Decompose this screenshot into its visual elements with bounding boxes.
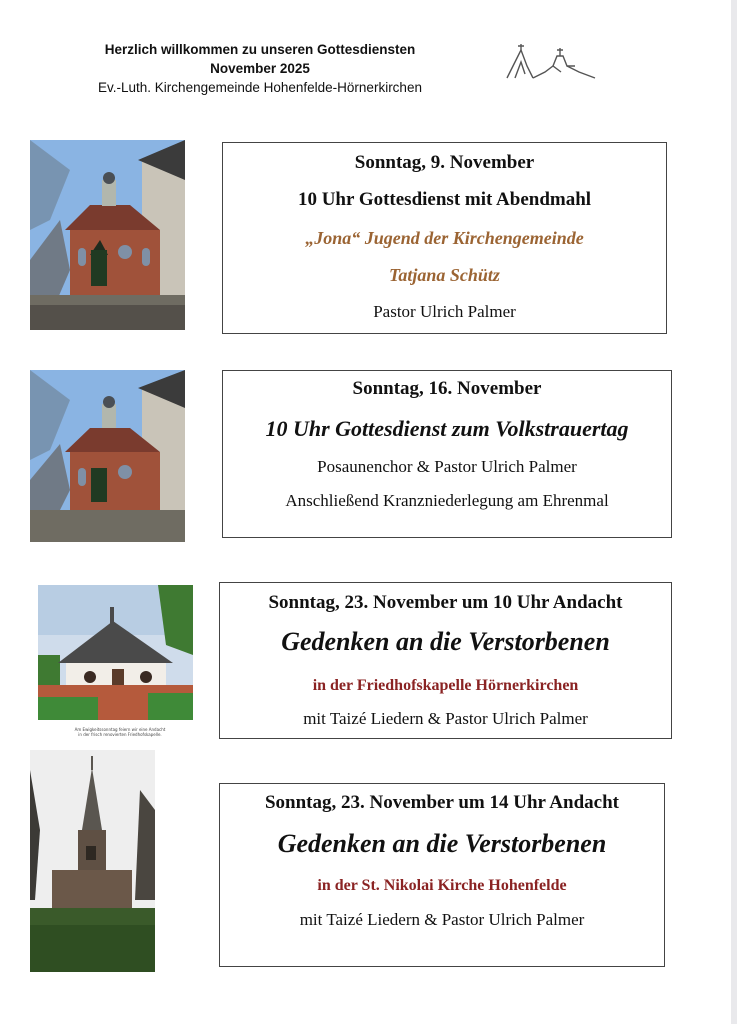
header bbox=[40, 40, 480, 98]
page-edge bbox=[731, 0, 737, 1024]
chapel-photo-caption bbox=[40, 727, 200, 737]
music-pastor-line: Posaunenchor & Pastor Ulrich Palmer bbox=[317, 457, 577, 476]
location-line: in der Friedhofskapelle Hörnerkirchen bbox=[312, 677, 579, 694]
church-photo-1 bbox=[30, 140, 185, 330]
service-date: Sonntag, 23. November um 10 Uhr Andacht bbox=[268, 592, 623, 613]
wreath-laying-line: Anschließend Kranzniederlegung am Ehrenmal bbox=[285, 491, 609, 510]
service-title: Gedenken an die Verstorbenen bbox=[281, 627, 610, 656]
leader-name: Tatjana Schütz bbox=[389, 265, 500, 285]
caption-line-1: Am Ewigkeitssonntag feiern wir eine Andacht bbox=[74, 727, 166, 732]
service-title: 10 Uhr Gottesdienst zum Volkstrauertag bbox=[265, 416, 629, 441]
location-line: in der St. Nikolai Kirche Hohenfelde bbox=[317, 877, 567, 894]
welcome-heading: Herzlich willkommen zu unseren Gottesdiensten bbox=[104, 42, 416, 57]
chapel-photo bbox=[38, 585, 193, 720]
service-box-nov-23-14 bbox=[219, 783, 665, 967]
parish-name: Ev.-Luth. Kirchengemeinde Hohenfelde-Hörnerkirchen bbox=[98, 80, 422, 95]
service-box-nov-9 bbox=[222, 142, 667, 334]
church-photo-2 bbox=[30, 370, 185, 542]
church-logo-icon bbox=[505, 42, 600, 82]
month-heading: November 2025 bbox=[210, 61, 310, 76]
service-title: 10 Uhr Gottesdienst mit Abendmahl bbox=[297, 189, 592, 210]
youth-group-line: „Jona“ Jugend der Kirchengemeinde bbox=[305, 228, 584, 248]
service-date: Sonntag, 23. November um 14 Uhr Andacht bbox=[264, 792, 619, 813]
caption-line-2: in der frisch renovierten Friedhofskapelle. bbox=[78, 732, 162, 737]
pastor-line: Pastor Ulrich Palmer bbox=[373, 302, 516, 321]
music-pastor-line: mit Taizé Liedern & Pastor Ulrich Palmer bbox=[303, 709, 588, 728]
service-date: Sonntag, 9. November bbox=[354, 152, 535, 173]
service-box-nov-16 bbox=[222, 370, 672, 538]
music-pastor-line: mit Taizé Liedern & Pastor Ulrich Palmer bbox=[299, 910, 585, 929]
service-date: Sonntag, 16. November bbox=[352, 378, 542, 399]
service-box-nov-23-10 bbox=[219, 582, 672, 739]
st-nikolai-photo bbox=[30, 750, 155, 972]
service-title: Gedenken an die Verstorbenen bbox=[277, 829, 607, 858]
